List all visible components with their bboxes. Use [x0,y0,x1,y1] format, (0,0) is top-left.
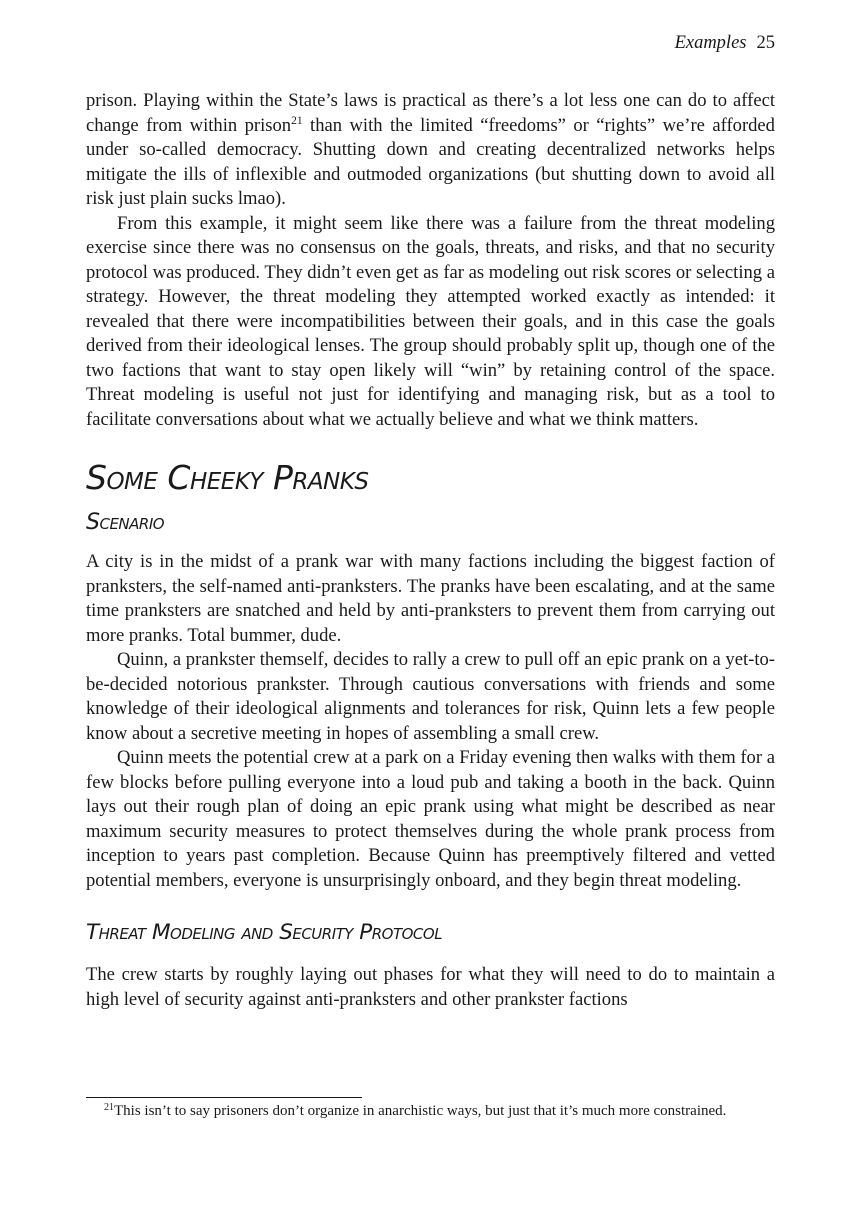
footnote-text: This isn’t to say prisoners don’t organize in anarchistic ways, but just that it’s much more constrained. [114,1103,727,1119]
paragraph-quinn-meets: Quinn meets the potential crew at a park on a Friday evening then walks with them for a few blocks before pulling everyone into a loud pub and taking a booth in the back. Quinn lays out their rough plan of doing an epic prank using what might be described as near maximum security measures to protect themselves during the whole prank process from inception to years past completion. Because Quinn has preemptively filtered and vetted potential members, everyone is unsurprisingly onboard, and they begin threat modeling. [86,747,775,891]
body-text [86,89,775,1012]
subsection-heading-threat-modeling: Threat Modeling and Security Protocol [86,920,443,945]
footnote-ref-21[interactable]: 21 [291,114,303,127]
footnote-divider [86,1097,362,1098]
footnote-21 [86,1101,775,1121]
paragraph-text: than with the limited “freedoms” or “rights” we’re afforded under so-called democracy. Shutting down and creating decentralized networks helps mitigate the ills of inflexible and outmoded organizations (but shutting down to avoid all risk just plain sucks lmao). [86,114,775,209]
running-head-title: Examples [674,33,747,53]
paragraph-prank-war: A city is in the midst of a prank war with many factions including the biggest faction of pranksters, the self-named anti-pranksters. The pranks have been escalating, and at the same time pranksters are snatched and held by anti-pranksters to prevent them from carrying out more pranks. Total bummer, dude. [86,551,775,646]
paragraph-quinn-rally: Quinn, a prankster themself, decides to rally a crew to pull off an epic prank on a yet-to-be-decided notorious prankster. Through cautious conversations with friends and some knowledge of their ideological alignments and tolerances for risk, Quinn lets a few people know about a secretive meeting in hopes of assembling a small crew. [86,649,775,744]
running-head [675,31,775,55]
paragraph-prison [86,89,775,212]
section-heading-cheeky-pranks: Some Cheeky Pranks [86,458,369,497]
paragraph-text: prison. Playing within the State’s laws is practical as there’s a lot less one can do to affect change from within prison [86,90,775,136]
paragraph-threat-model-failure: From this example, it might seem like there was a failure from the threat modeling exercise since there was no consensus on the goals, threats, and risks, and that no security protocol was produced. They didn’t even get as far as modeling out risk scores or selecting a strategy. However, the threat modeling they attempted worked exactly as intended: it revealed that there were incompatibilities between their goals, and in this case the goals derived from their ideological lenses. The group should probably split up, though one of the two factions that want to stay open likely will “win” by retaining control of the space. Threat modeling is useful not just for identifying and managing risk, but as a tool to facilitate conversations about what we actually believe and what we think matters. [86,212,775,430]
subsection-heading-scenario: Scenario [86,510,165,535]
footnote-number: 21 [104,1102,114,1113]
page-number: 25 [756,33,775,53]
book-page [86,0,775,1222]
paragraph-crew-phases: The crew starts by roughly laying out phases for what they will need to do to maintain a high level of security against anti-pranksters and other prankster factions [86,964,775,1010]
